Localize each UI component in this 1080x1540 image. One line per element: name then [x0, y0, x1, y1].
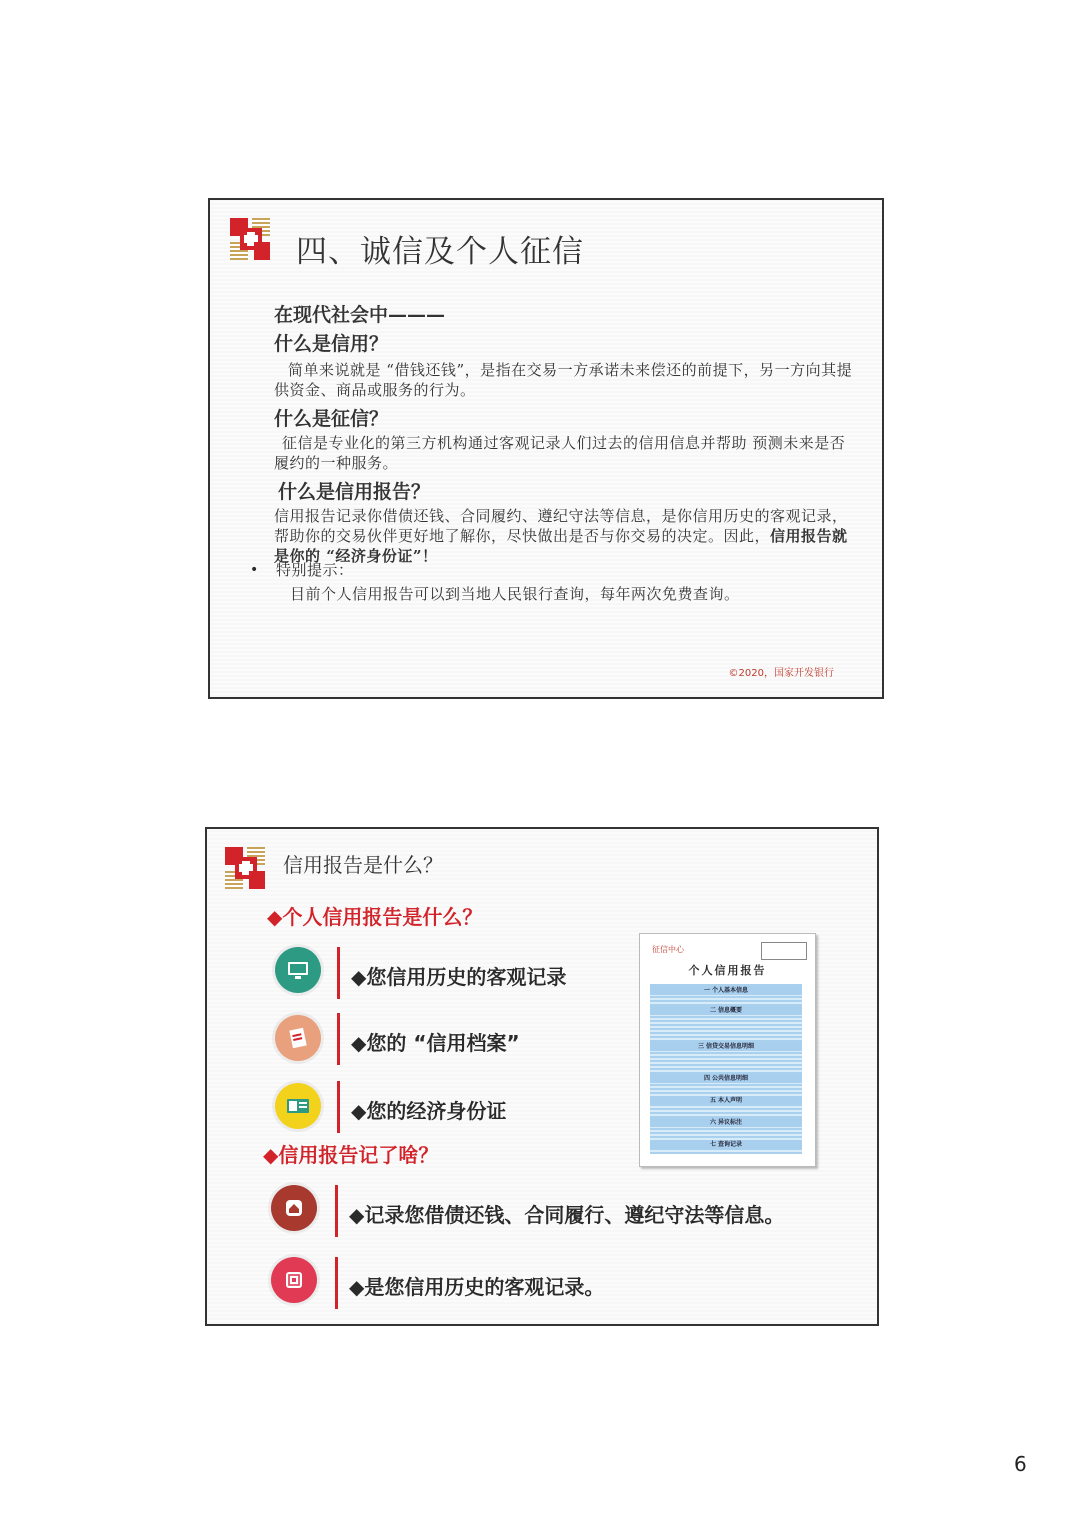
report-section: 四 公共信息明细 [650, 1074, 802, 1083]
answer-credit-report-text: 信用报告记录你借债还钱、合同履约、遵纪守法等信息，是你信用历史的客观记录，帮助你的交易伙伴更好地了解你，尽快做出是否与你交易的决定。因此， [274, 507, 848, 545]
divider-bar [337, 947, 340, 999]
slide-credit-report [205, 827, 879, 1326]
special-tip-text: 目前个人信用报告可以到当地人民银行查询，每年两次免费查询。 [290, 585, 740, 603]
document-icon [275, 1015, 321, 1061]
divider-bar [337, 1013, 340, 1065]
question-credit: 什么是信用？ [274, 333, 389, 355]
item-history-record: ◆是您信用历史的客观记录。 [349, 1275, 605, 1299]
item-credit-file: ◆您的 “信用档案” [351, 1031, 520, 1055]
report-section: 五 本人声明 [650, 1096, 802, 1105]
heading-what-is-report: ◆个人信用报告是什么？ [267, 905, 483, 929]
report-section: 六 异议标注 [650, 1118, 802, 1127]
house-icon [271, 1185, 317, 1231]
report-section: 七 查询记录 [650, 1140, 802, 1149]
id-card-icon [275, 1083, 321, 1129]
bank-logo-icon [225, 847, 267, 891]
report-section: 二 信息概要 [650, 1006, 802, 1015]
item-objective-record: ◆您信用历史的客观记录 [351, 965, 567, 989]
item-record-info: ◆记录您借债还钱、合同履行、遵纪守法等信息。 [349, 1203, 785, 1227]
divider-bar [337, 1081, 340, 1133]
item-economic-id: ◆您的经济身份证 [351, 1099, 507, 1123]
intro-heading: 在现代社会中——— [274, 304, 446, 326]
computer-icon [275, 947, 321, 993]
report-section: 三 信贷交易信息明细 [650, 1042, 802, 1051]
report-section: 一 个人基本信息 [650, 986, 802, 995]
question-credit-report: 什么是信用报告？ [278, 481, 431, 503]
answer-credit-reporting: 征信是专业化的第三方机构通过客观记录人们过去的信用信息并帮助 预测未来是否履约的一种服务。 [274, 434, 846, 472]
bank-logo-icon [230, 218, 272, 262]
divider-bar [335, 1185, 338, 1237]
slide-title: 四、诚信及个人征信 [296, 234, 584, 270]
answer-credit-report [274, 506, 854, 566]
credit-report-image [639, 933, 816, 1167]
question-credit-reporting: 什么是征信？ [274, 408, 389, 430]
report-stamp-box [761, 942, 807, 960]
copyright: ©2020，国家开发银行 [728, 668, 834, 679]
divider-bar [335, 1257, 338, 1309]
answer-credit-report-bold: 信用报告就是你的 “经济身份证”！ [274, 527, 848, 565]
special-tip-label: 特别提示： [276, 561, 354, 579]
slide-title: 信用报告是什么？ [283, 853, 443, 877]
safe-icon [271, 1257, 317, 1303]
slide-integrity-credit [208, 198, 884, 699]
bullet-dot: • [250, 562, 259, 578]
page-number: 6 [1014, 1452, 1027, 1476]
answer-credit: 简单来说就是 “借钱还钱”，是指在交易一方承诺未来偿还的前提下，另一方向其提供资金、商品或服务的行为。 [274, 361, 853, 399]
heading-what-is-recorded: ◆信用报告记了啥？ [263, 1143, 439, 1167]
report-logo: 征信中心 [652, 945, 684, 954]
report-title: 个人信用报告 [688, 964, 767, 977]
